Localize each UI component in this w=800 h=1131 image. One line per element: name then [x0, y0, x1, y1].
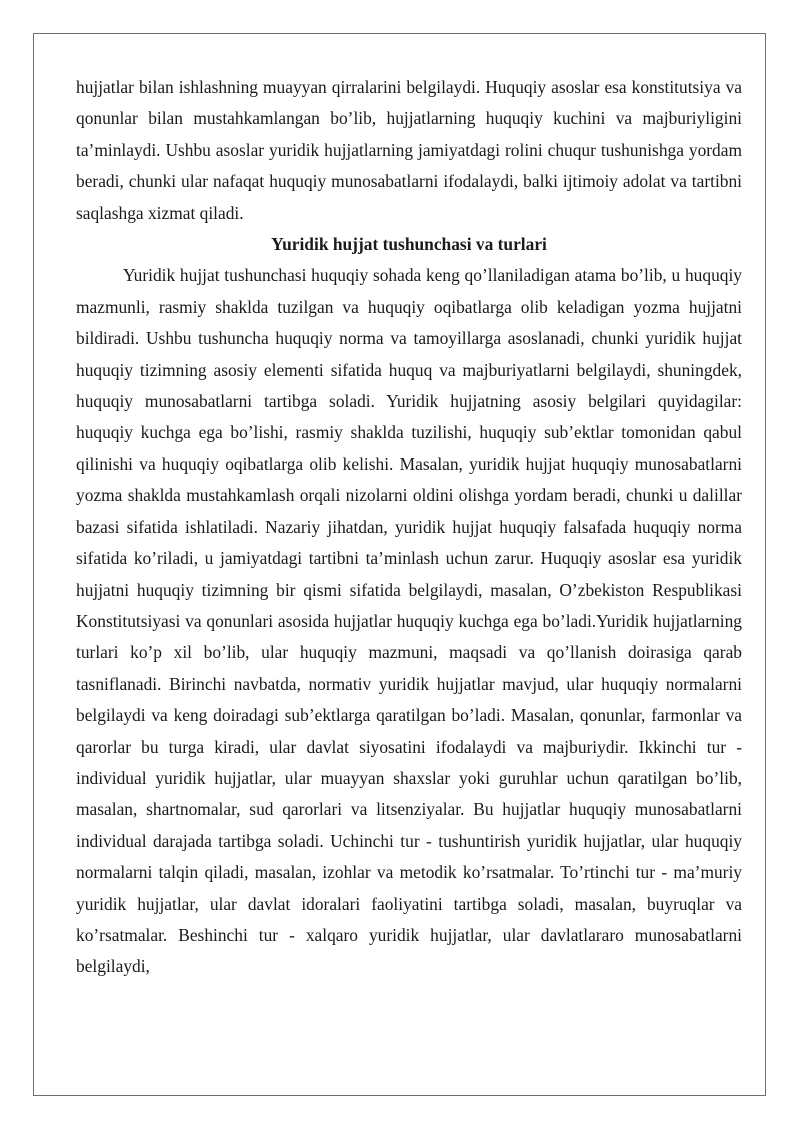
section-heading: Yuridik hujjat tushunchasi va turlari — [271, 234, 547, 255]
section-paragraph: Yuridik hujjat tushunchasi huquqiy sohada keng qo’llaniladigan atama bo’lib, u huquqiy mazmunli, rasmiy shaklda tuzilgan va huquqiy oqibatlarga olib keladigan yozma hujjatni bildiradi. Ushbu tushuncha huquqiy norma va tamoyillarga asoslanadi, chunki yuridik hujjat huquqiy tizimning asosiy elementi sifatida huquq va majburiyatlarni belgilaydi, shuningdek, huquqiy munosabatlarni tartibga soladi. Yuridik hujjatning asosiy belgilari quyidagilar: huquqiy kuchga ega bo’lishi, rasmiy shaklda tuzilishi, huquqiy sub’ektlar tomonidan qabul qilinishi va huquqiy oqibatlarga olib kelishi. Masalan, yuridik hujjat huquqiy munosabatlarni yozma shaklda mustahkamlash orqali nizolarni oldini olishga yordam beradi, chunki u dalillar bazasi sifatida ishlatiladi. Nazariy jihatdan, yuridik hujjat huquqiy falsafada huquqiy norma sifatida ko’riladi, u jamiyatdagi tartibni ta’minlash uchun zarur. Huquqiy asoslar esa yuridik hujjatni huquqiy tizimning bir qismi sifatida belgilaydi, masalan, O’zbekiston Respublikasi Konstitutsiyasi va qonunlari asosida hujjatlar huquqiy kuchga ega bo’ladi.Yuridik hujjatlarning turlari ko’p xil bo’lib, ular huquqiy mazmuni, maqsadi va qo’llanish doirasiga qarab tasniflanadi. Birinchi navbatda, normativ yuridik hujjatlar mavjud, ular huquqiy normalarni belgilaydi va keng doiradagi sub’ektlarga qaratilgan bo’ladi. Masalan, qonunlar, farmonlar va qarorlar bu turga kiradi, ular davlat siyosatini ifodalaydi va majburiydir. Ikkinchi tur - individual yuridik hujjatlar, ular muayyan shaxslar yoki guruhlar uchun qaratilgan bo’lib, masalan, shartnomalar, sud qarorlari va litsenziyalar. Bu hujjatlar huquqiy munosabatlarni individual darajada tartibga soladi. Uchinchi tur - tushuntirish yuridik hujjatlar, ular huquqiy normalarni talqin qiladi, masalan, izohlar va metodik ko’rsatmalar. To’rtinchi tur - ma’muriy yuridik hujjatlar, ular davlat idoralari faoliyatini tartibga soladi, masalan, buyruqlar va ko’rsatmalar. Beshinchi tur - xalqaro yuridik hujjatlar, ular davlatlararo munosabatlarni belgilaydi, — [76, 265, 742, 977]
opening-paragraph: hujjatlar bilan ishlashning muayyan qirralarini belgilaydi. Huquqiy asoslar esa konstitutsiya va qonunlar bilan mustahkamlangan bo’lib, hujjatlarning huquqiy kuchini va majburiyligini ta’minlaydi. Ushbu asoslar yuridik hujjatlarning jamiyatdagi rolini chuqur tushunishga yordam beradi, chunki ular nafaqat huquqiy munosabatlarni ifodalaydi, balki ijtimoiy adolat va tartibni saqlashga xizmat qiladi. — [76, 77, 742, 223]
document-body — [76, 72, 742, 983]
